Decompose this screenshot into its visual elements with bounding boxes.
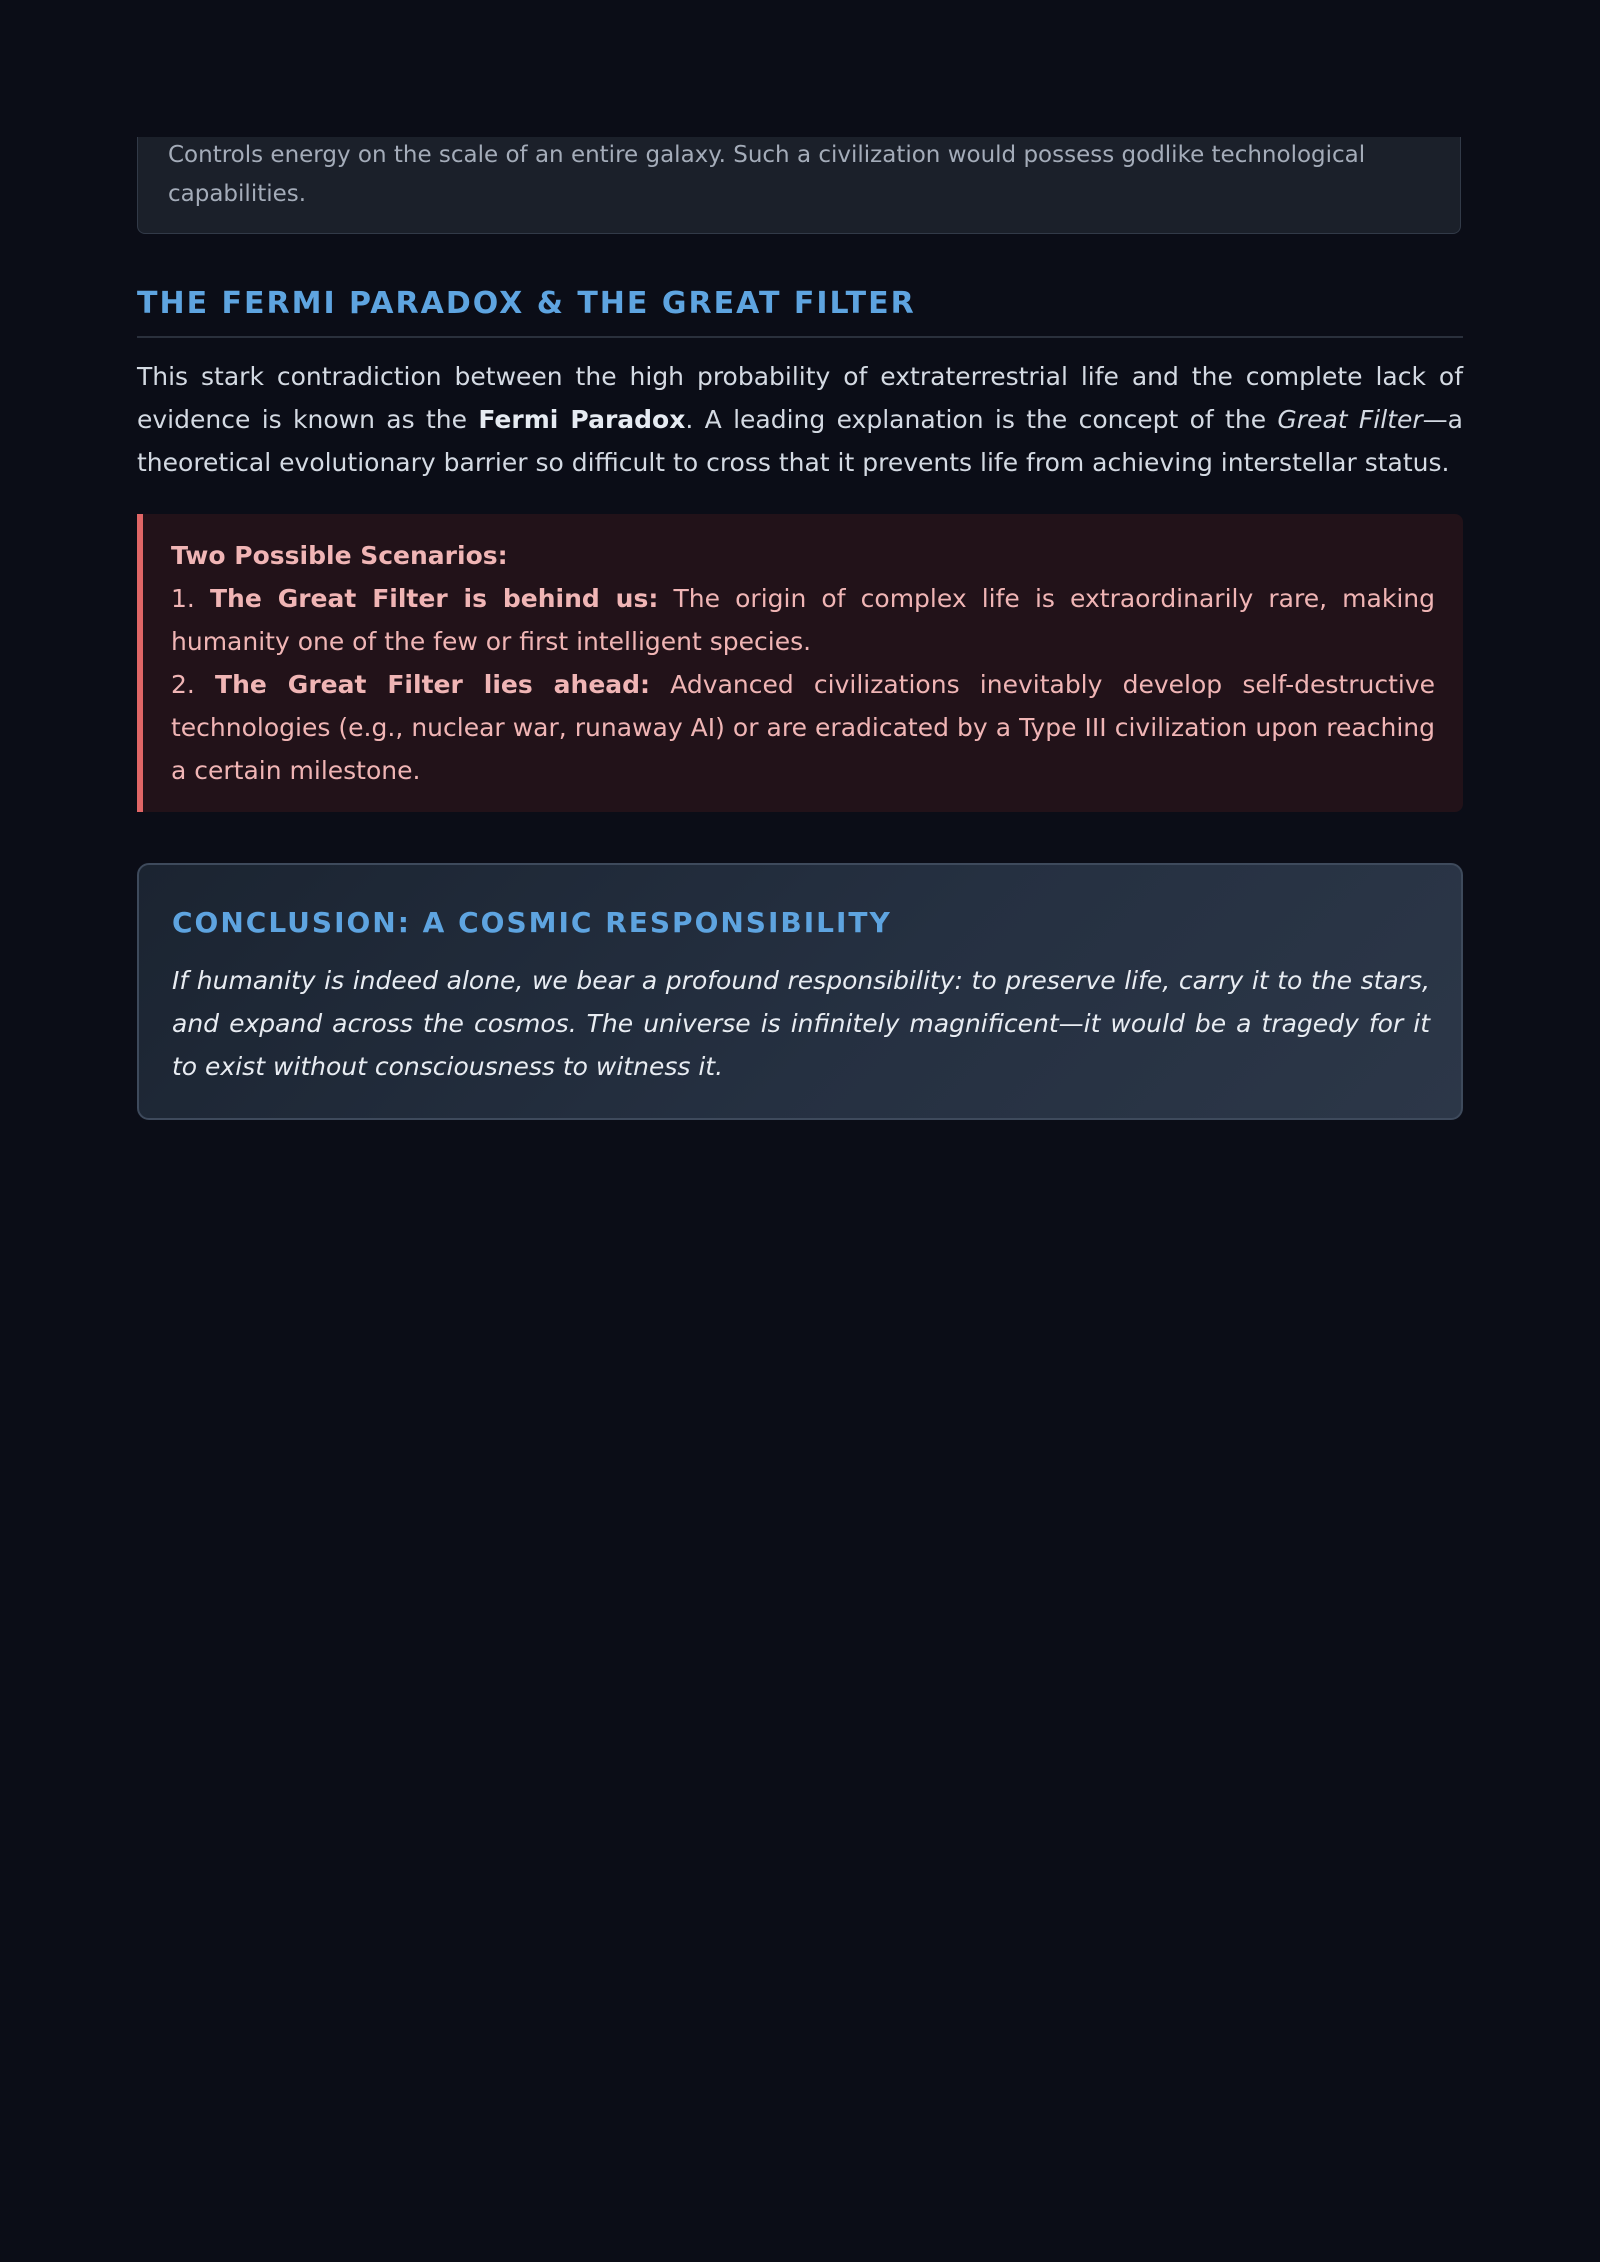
fermi-para-part2: . A leading explanation is the concept of the <box>685 405 1278 434</box>
scenarios-callout <box>137 514 1463 812</box>
scenario-number: 1. <box>171 584 195 613</box>
scenarios-title: Two Possible Scenarios: <box>171 541 508 570</box>
scenario-label: The Great Filter lies ahead: <box>215 670 651 699</box>
scenario-label: The Great Filter is behind us: <box>210 584 659 613</box>
conclusion-card <box>137 863 1463 1120</box>
scenario-text: The origin of complex life is extraordinarily rare, making humanity one of the few or first intelligent species. <box>171 584 1435 656</box>
type-iii-civilization-card <box>137 122 1461 234</box>
scenario-item-2 <box>171 663 1435 792</box>
great-filter-term: Great Filter <box>1277 405 1423 434</box>
conclusion-heading: CONCLUSION: A COSMIC RESPONSIBILITY <box>172 906 892 939</box>
scenario-number: 2. <box>171 670 195 699</box>
fermi-paradox-term: Fermi Paradox <box>478 405 686 434</box>
galaxy-card-text: Controls energy on the scale of an entire galaxy. Such a civilization would possess godlike technological capabilities. <box>168 142 1366 207</box>
fermi-section-heading: THE FERMI PARADOX & THE GREAT FILTER <box>137 282 1463 338</box>
scenario-text: Advanced civilizations inevitably develop self-destructive technologies (e.g., nuclear war, runaway AI) or are eradicated by a Type III civilization upon reaching a certain milestone. <box>171 670 1436 785</box>
scenario-item-1 <box>171 577 1435 663</box>
fermi-para-part3: —a theoretical evolutionary barrier so difficult to cross that it prevents life from achieving interstellar status. <box>137 405 1463 477</box>
fermi-para-part1: This stark contradiction between the high probability of extraterrestrial life and the complete lack of evidence is known as the <box>137 362 1463 434</box>
conclusion-text: If humanity is indeed alone, we bear a profound responsibility: to preserve life, carry it to the stars, and expand across the cosmos. The universe is infinitely magnificent—it would be a tragedy for it to exist without consciousness to witness it. <box>172 966 1430 1081</box>
top-viewport-edge <box>0 0 1600 137</box>
fermi-paragraph <box>137 355 1463 484</box>
